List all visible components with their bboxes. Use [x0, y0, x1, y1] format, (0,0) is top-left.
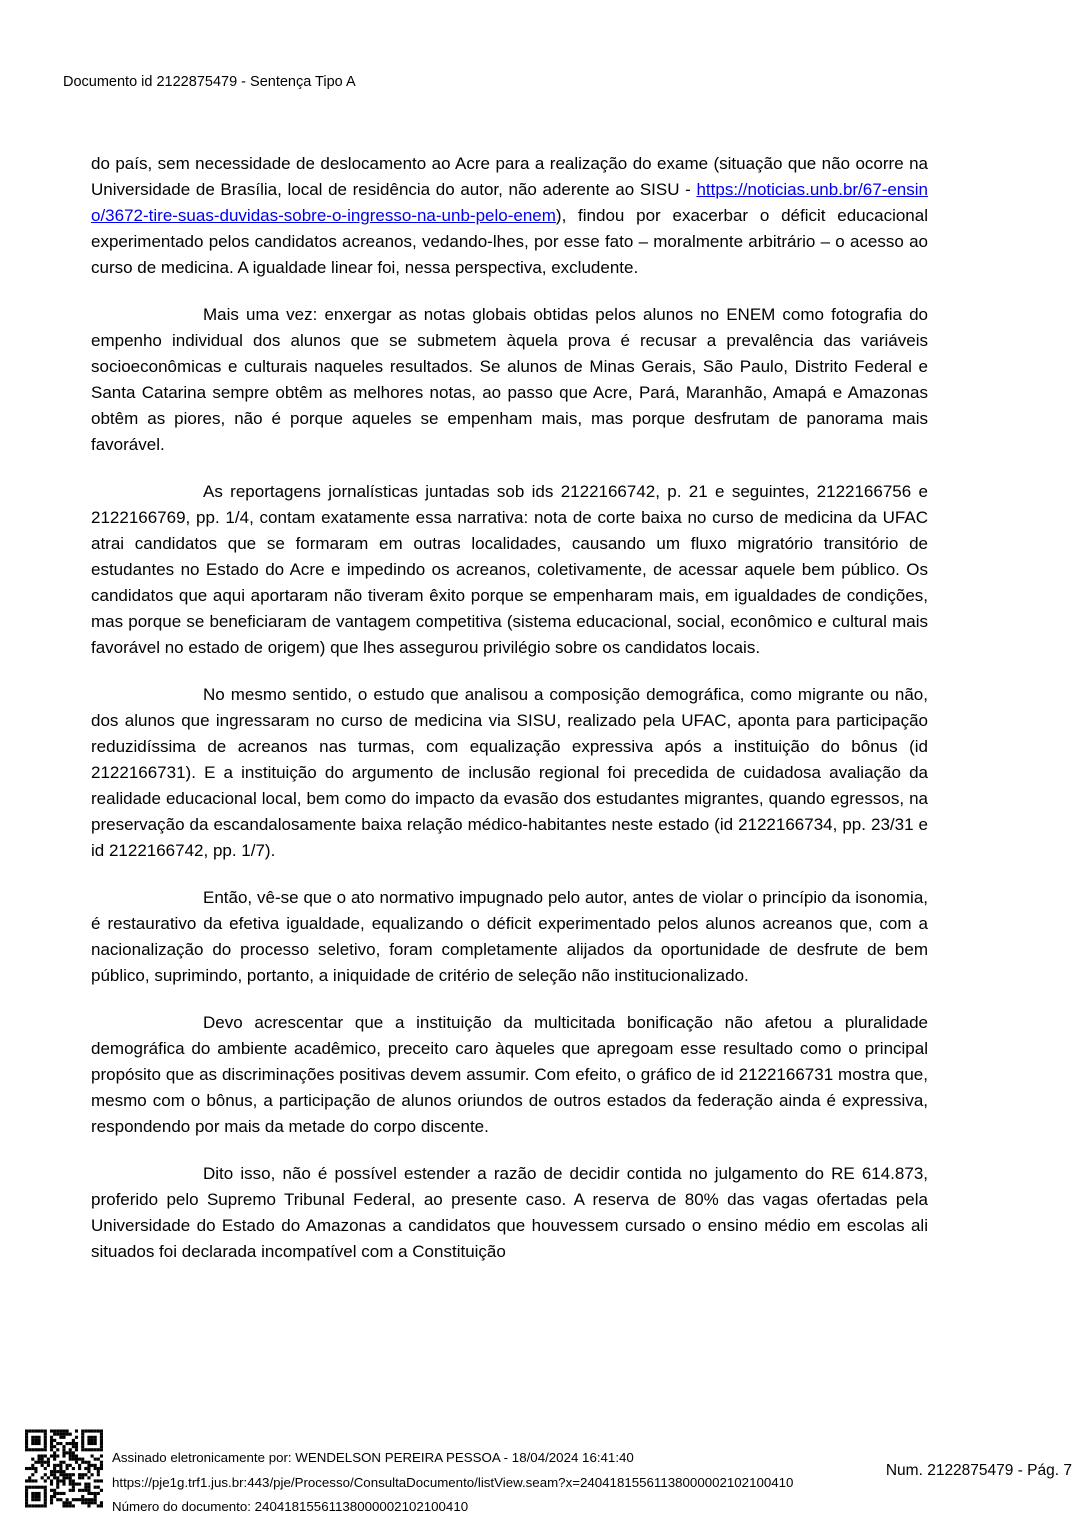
paragraph-6: Devo acrescentar que a instituição da multicitada bonificação não afetou a pluralidade demográfica do ambiente acadêmico, preceito caro àqueles que apregoam esse resultado como o principal propósito que as discriminações positivas devem assumir. Com efeito, o gráfico de id 2122166731 mostra que, mesmo com o bônus, a participação de alunos oriundos de outros estados da federação ainda é expressiva, respondendo por mais da metade do corpo discente.: [91, 1013, 928, 1136]
verification-url: https://pje1g.trf1.jus.br:443/pje/Processo/ConsultaDocumento/listView.seam?x=24041815561138000002102100410: [112, 1474, 794, 1490]
paragraph-1-text-before: do país, sem necessidade de deslocamento ao Acre para a realização do exame (situação que não ocorre na Universidade de Brasília, local de residência do autor, não aderente ao SISU -: [91, 154, 928, 199]
signature-line: Assinado eletronicamente por: WENDELSON PEREIRA PESSOA - 18/04/2024 16:41:40: [112, 1450, 634, 1465]
document-body: [91, 151, 928, 1286]
paragraph-3: As reportagens jornalísticas juntadas sob ids 2122166742, p. 21 e seguintes, 2122166756 e 2122166769, pp. 1/4, contam exatamente essa narrativa: nota de corte baixa no curso de medicina da UFAC atrai candidatos que se formaram em outras localidades, causando um fluxo migratório transitório de estudantes no Estado do Acre e impedindo os acreanos, coletivamente, de acessar aquele bem público. Os candidatos que aqui aportaram não tiveram êxito porque se empenharam mais, em igualdades de condições, mas porque se beneficiaram de vantagem competitiva (sistema educacional, social, econômico e cultural mais favorável no estado de origem) que lhes assegurou privilégio sobre os candidatos locais.: [91, 482, 928, 657]
paragraph-5: Então, vê-se que o ato normativo impugnado pelo autor, antes de violar o princípio da isonomia, é restaurativo da efetiva igualdade, equalizando o déficit experimentado pelos alunos acreanos que, com a nacionalização do processo seletivo, foram completamente alijados da oportunidade de desfrute de bem público, suprimindo, portanto, a iniquidade de critério de seleção não institucionalizado.: [91, 888, 928, 985]
paragraph-7: Dito isso, não é possível estender a razão de decidir contida no julgamento do RE 614.873, proferido pelo Supremo Tribunal Federal, ao presente caso. A reserva de 80% das vagas ofertadas pela Universidade do Estado do Amazonas a candidatos que houvessem cursado o ensino médio em escolas ali situados foi declarada incompatível com a Constituição: [91, 1164, 928, 1261]
document-header: Documento id 2122875479 - Sentença Tipo A: [63, 74, 356, 90]
paragraph-2: Mais uma vez: enxergar as notas globais obtidas pelos alunos no ENEM como fotografia do empenho individual dos alunos que se submetem àquela prova é recusar a prevalência das variáveis socioeconômicas e culturais naqueles resultados. Se alunos de Minas Gerais, São Paulo, Distrito Federal e Santa Catarina sempre obtêm as melhores notas, ao passo que Acre, Pará, Maranhão, Amapá e Amazonas obtêm as piores, não é porque aqueles se empenham mais, mas porque desfrutam de panorama mais favorável.: [91, 305, 928, 454]
signature-block: [112, 1446, 793, 1520]
document-number-line: Número do documento: 24041815561138000002102100410: [112, 1499, 469, 1515]
page-number-reference: Num. 2122875479 - Pág. 7: [885, 1462, 1072, 1479]
paragraph-1: [91, 151, 928, 281]
paragraph-4: No mesmo sentido, o estudo que analisou a composição demográfica, como migrante ou não, dos alunos que ingressaram no curso de medicina via SISU, realizado pela UFAC, aponta para participação reduzidíssima de acreanos nas turmas, com equalização expressiva após a instituição do bônus (id 2122166731). E a instituição do argumento de inclusão regional foi precedida de cuidadosa avaliação da realidade educacional local, bem como do impacto da evasão dos estudantes migrantes, quando egressos, na preservação da escandalosamente baixa relação médico-habitantes neste estado (id 2122166734, pp. 23/31 e id 2122166742, pp. 1/7).: [91, 685, 928, 860]
paragraph-1-text-after: ), findou por exacerbar o déficit educacional experimentado pelos candidatos acreanos, vedando-lhes, por esse fato – moralmente arbitrário – o acesso ao curso de medicina. A igualdade linear foi, nessa perspectiva, excludente.: [91, 206, 928, 277]
unb-news-link[interactable]: https://noticias.unb.br/67-ensino/3672-tire-suas-duvidas-sobre-o-ingresso-na-unb-pelo-enem: [91, 180, 928, 225]
qr-code: [25, 1425, 103, 1512]
